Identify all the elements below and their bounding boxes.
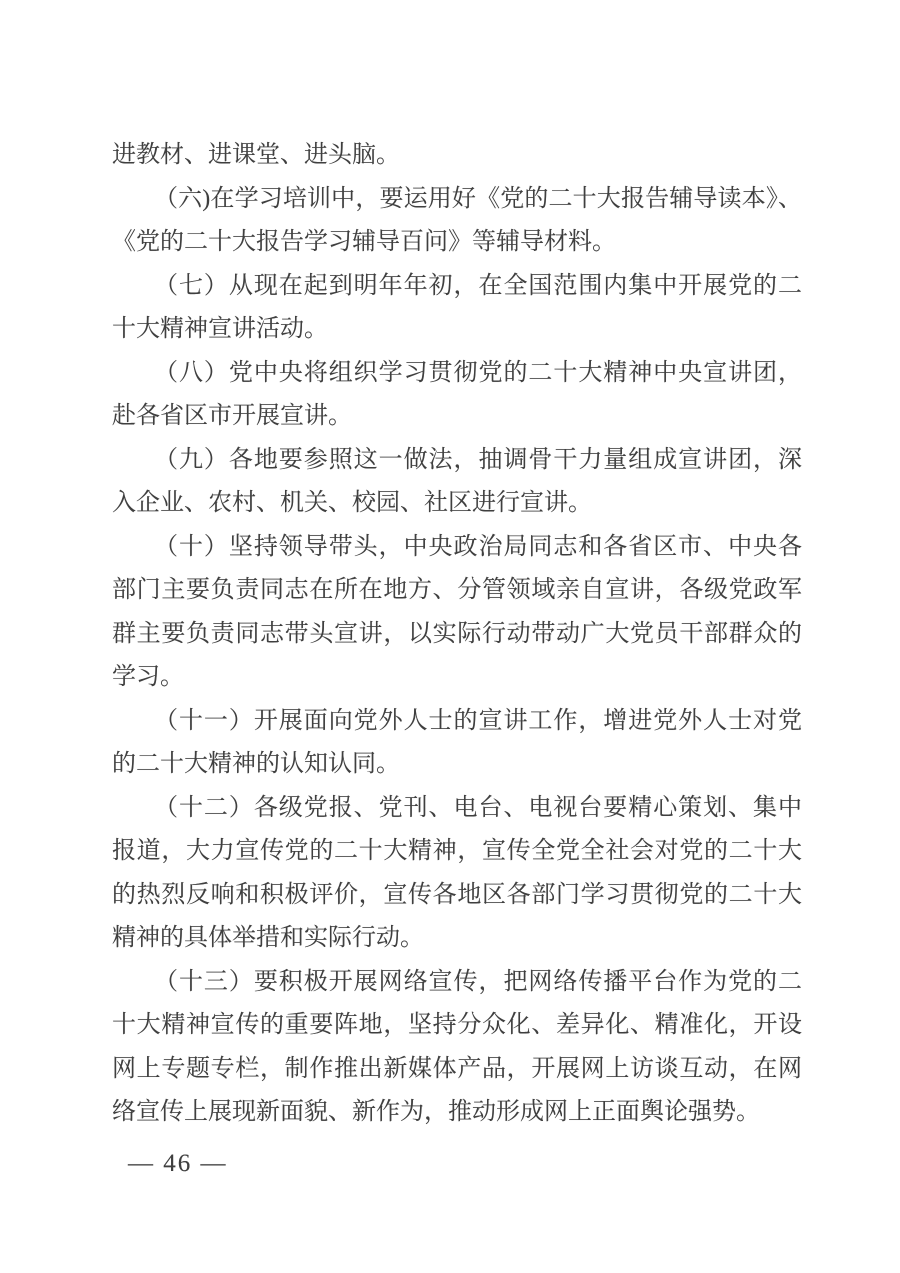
text-line: （七）从现在起到明年年初，在全国范围内集中开展党的二 bbox=[154, 272, 802, 299]
text-line: 络宣传上展现新面貌、新作为，推动形成网上正面舆论强势。 bbox=[112, 1099, 760, 1125]
text-line: （六)在学习培训中，要运用好《党的二十大报告辅导读本》、 bbox=[154, 185, 802, 212]
text-line: 十大精神宣传的重要阵地，坚持分众化、差异化、精准化，开设 bbox=[112, 1012, 802, 1038]
text-line: 的二十大精神的认知认同。 bbox=[112, 751, 400, 777]
text-line: （十）坚持领导带头，中央政治局同志和各省区市、中央各 bbox=[154, 533, 802, 560]
text-line: （十三）要积极开展网络宣传，把网络传播平台作为党的二 bbox=[154, 968, 802, 995]
text-line: 学习。 bbox=[112, 664, 184, 690]
text-line: （十二）各级党报、党刊、电台、电视台要精心策划、集中 bbox=[154, 794, 802, 821]
document-body bbox=[112, 134, 802, 1135]
page-number: — 46 — bbox=[128, 1150, 228, 1177]
text-line: 的热烈反响和积极评价，宣传各地区各部门学习贯彻党的二十大 bbox=[112, 881, 802, 908]
text-line: 部门主要负责同志在所在地方、分管领域亲自宣讲，各级党政军 bbox=[112, 577, 802, 603]
text-line: （八）党中央将组织学习贯彻党的二十大精神中央宣讲团， bbox=[154, 359, 802, 386]
text-line: 网上专题专栏，制作推出新媒体产品，开展网上访谈互动，在网 bbox=[112, 1055, 802, 1082]
text-line: 进教材、进课堂、进头脑。 bbox=[112, 142, 400, 168]
page-footer bbox=[128, 1148, 228, 1180]
text-line: （十一）开展面向党外人士的宣讲工作，增进党外人士对党 bbox=[154, 707, 802, 734]
text-line: 报道，大力宣传党的二十大精神，宣传全党全社会对党的二十大 bbox=[112, 838, 802, 864]
text-line: 精神的具体举措和实际行动。 bbox=[112, 925, 424, 951]
text-line: 入企业、农村、机关、校园、社区进行宣讲。 bbox=[112, 490, 592, 516]
text-line: 《党的二十大报告学习辅导百问》等辅导材料。 bbox=[112, 229, 616, 255]
text-line: 十大精神宣讲活动。 bbox=[112, 316, 328, 342]
text-line: 群主要负责同志带头宣讲，以实际行动带动广大党员干部群众的 bbox=[112, 620, 802, 647]
text-line: （九）各地要参照这一做法，抽调骨干力量组成宣讲团，深 bbox=[154, 446, 802, 473]
text-line: 赴各省区市开展宣讲。 bbox=[112, 403, 352, 429]
